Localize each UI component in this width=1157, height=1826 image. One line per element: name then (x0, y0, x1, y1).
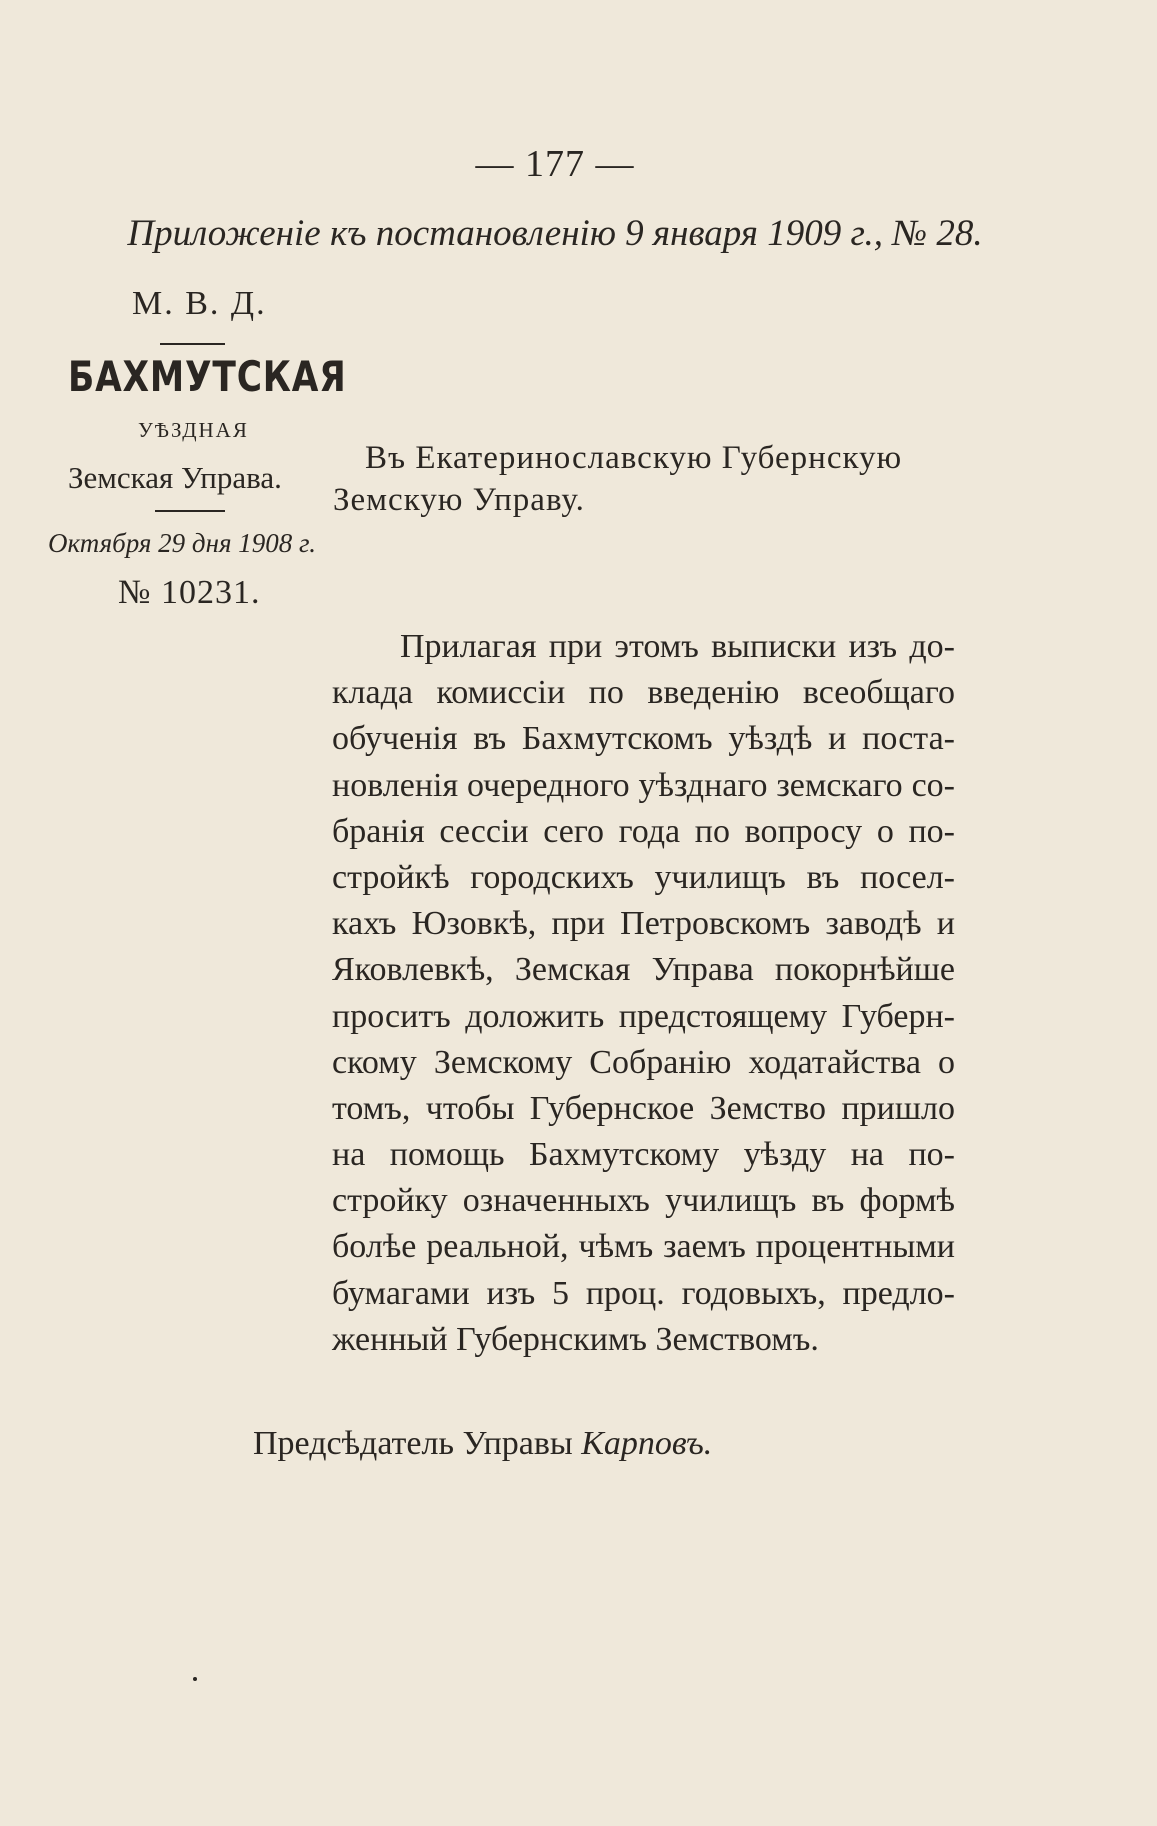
body-line: стройкѣ городскихъ училищъ въ посел- (332, 858, 955, 896)
body-line: стройку означенныхъ училищъ въ формѣ (332, 1182, 955, 1220)
body-line: бумагами изъ 5 проц. годовыхъ, предло- (332, 1274, 955, 1312)
signature-block (253, 1425, 712, 1463)
organization-name: БАХМУТСКАЯ (68, 352, 347, 401)
divider (155, 510, 225, 512)
body-line: обученiя въ Бахмутскомъ уѣздѣ и поста- (332, 720, 955, 758)
body-line: на помощь Бахмутскому уѣзду на по- (332, 1136, 955, 1174)
body-line: клада комиссiи по введенiю всеобщаго (332, 674, 955, 712)
district-label: УѢЗДНАЯ (138, 418, 249, 442)
body-line: проситъ доложить предстоящему Губерн- (332, 997, 955, 1035)
body-line: Яковлевкѣ, Земская Управа покорнѣйше (332, 951, 955, 989)
addressee-line: Земскую Управу. (333, 482, 585, 518)
ink-speck (193, 1677, 197, 1681)
office-name: Земская Управа. (68, 460, 282, 495)
appendix-heading: Приложенiе къ постановленiю 9 января 1909 г., № 28. (127, 213, 983, 254)
letter-body (332, 624, 955, 1363)
ministry-abbreviation: М. В. Д. (132, 285, 267, 322)
signatory-title: Предсѣдатель Управы (253, 1425, 573, 1462)
body-line: бранiя сессiи сего года по вопросу о по- (332, 812, 955, 850)
letter-number: № 10231. (118, 574, 261, 611)
body-line: томъ, чтобы Губернское Земство пришло (332, 1089, 955, 1127)
letter-date: Октября 29 дня 1908 г. (48, 528, 316, 558)
page-number: — 177 — (475, 143, 635, 185)
body-line: новленiя очередного уѣзднаго земскаго со- (332, 766, 955, 804)
divider (160, 343, 225, 345)
body-line: Прилагая при этомъ выписки изъ до- (400, 628, 955, 665)
body-line: кахъ Юзовкѣ, при Петровскомъ заводѣ и (332, 905, 955, 943)
addressee-line: Въ Екатеринославскую Губернскую (365, 440, 903, 476)
body-line: скому Земскому Собранiю ходатайства о (332, 1043, 955, 1081)
body-line: болѣе реальной, чѣмъ заемъ процентными (332, 1228, 955, 1266)
body-line: женный Губернскимъ Земствомъ. (332, 1320, 819, 1358)
signatory-name: Карповъ. (581, 1425, 713, 1462)
